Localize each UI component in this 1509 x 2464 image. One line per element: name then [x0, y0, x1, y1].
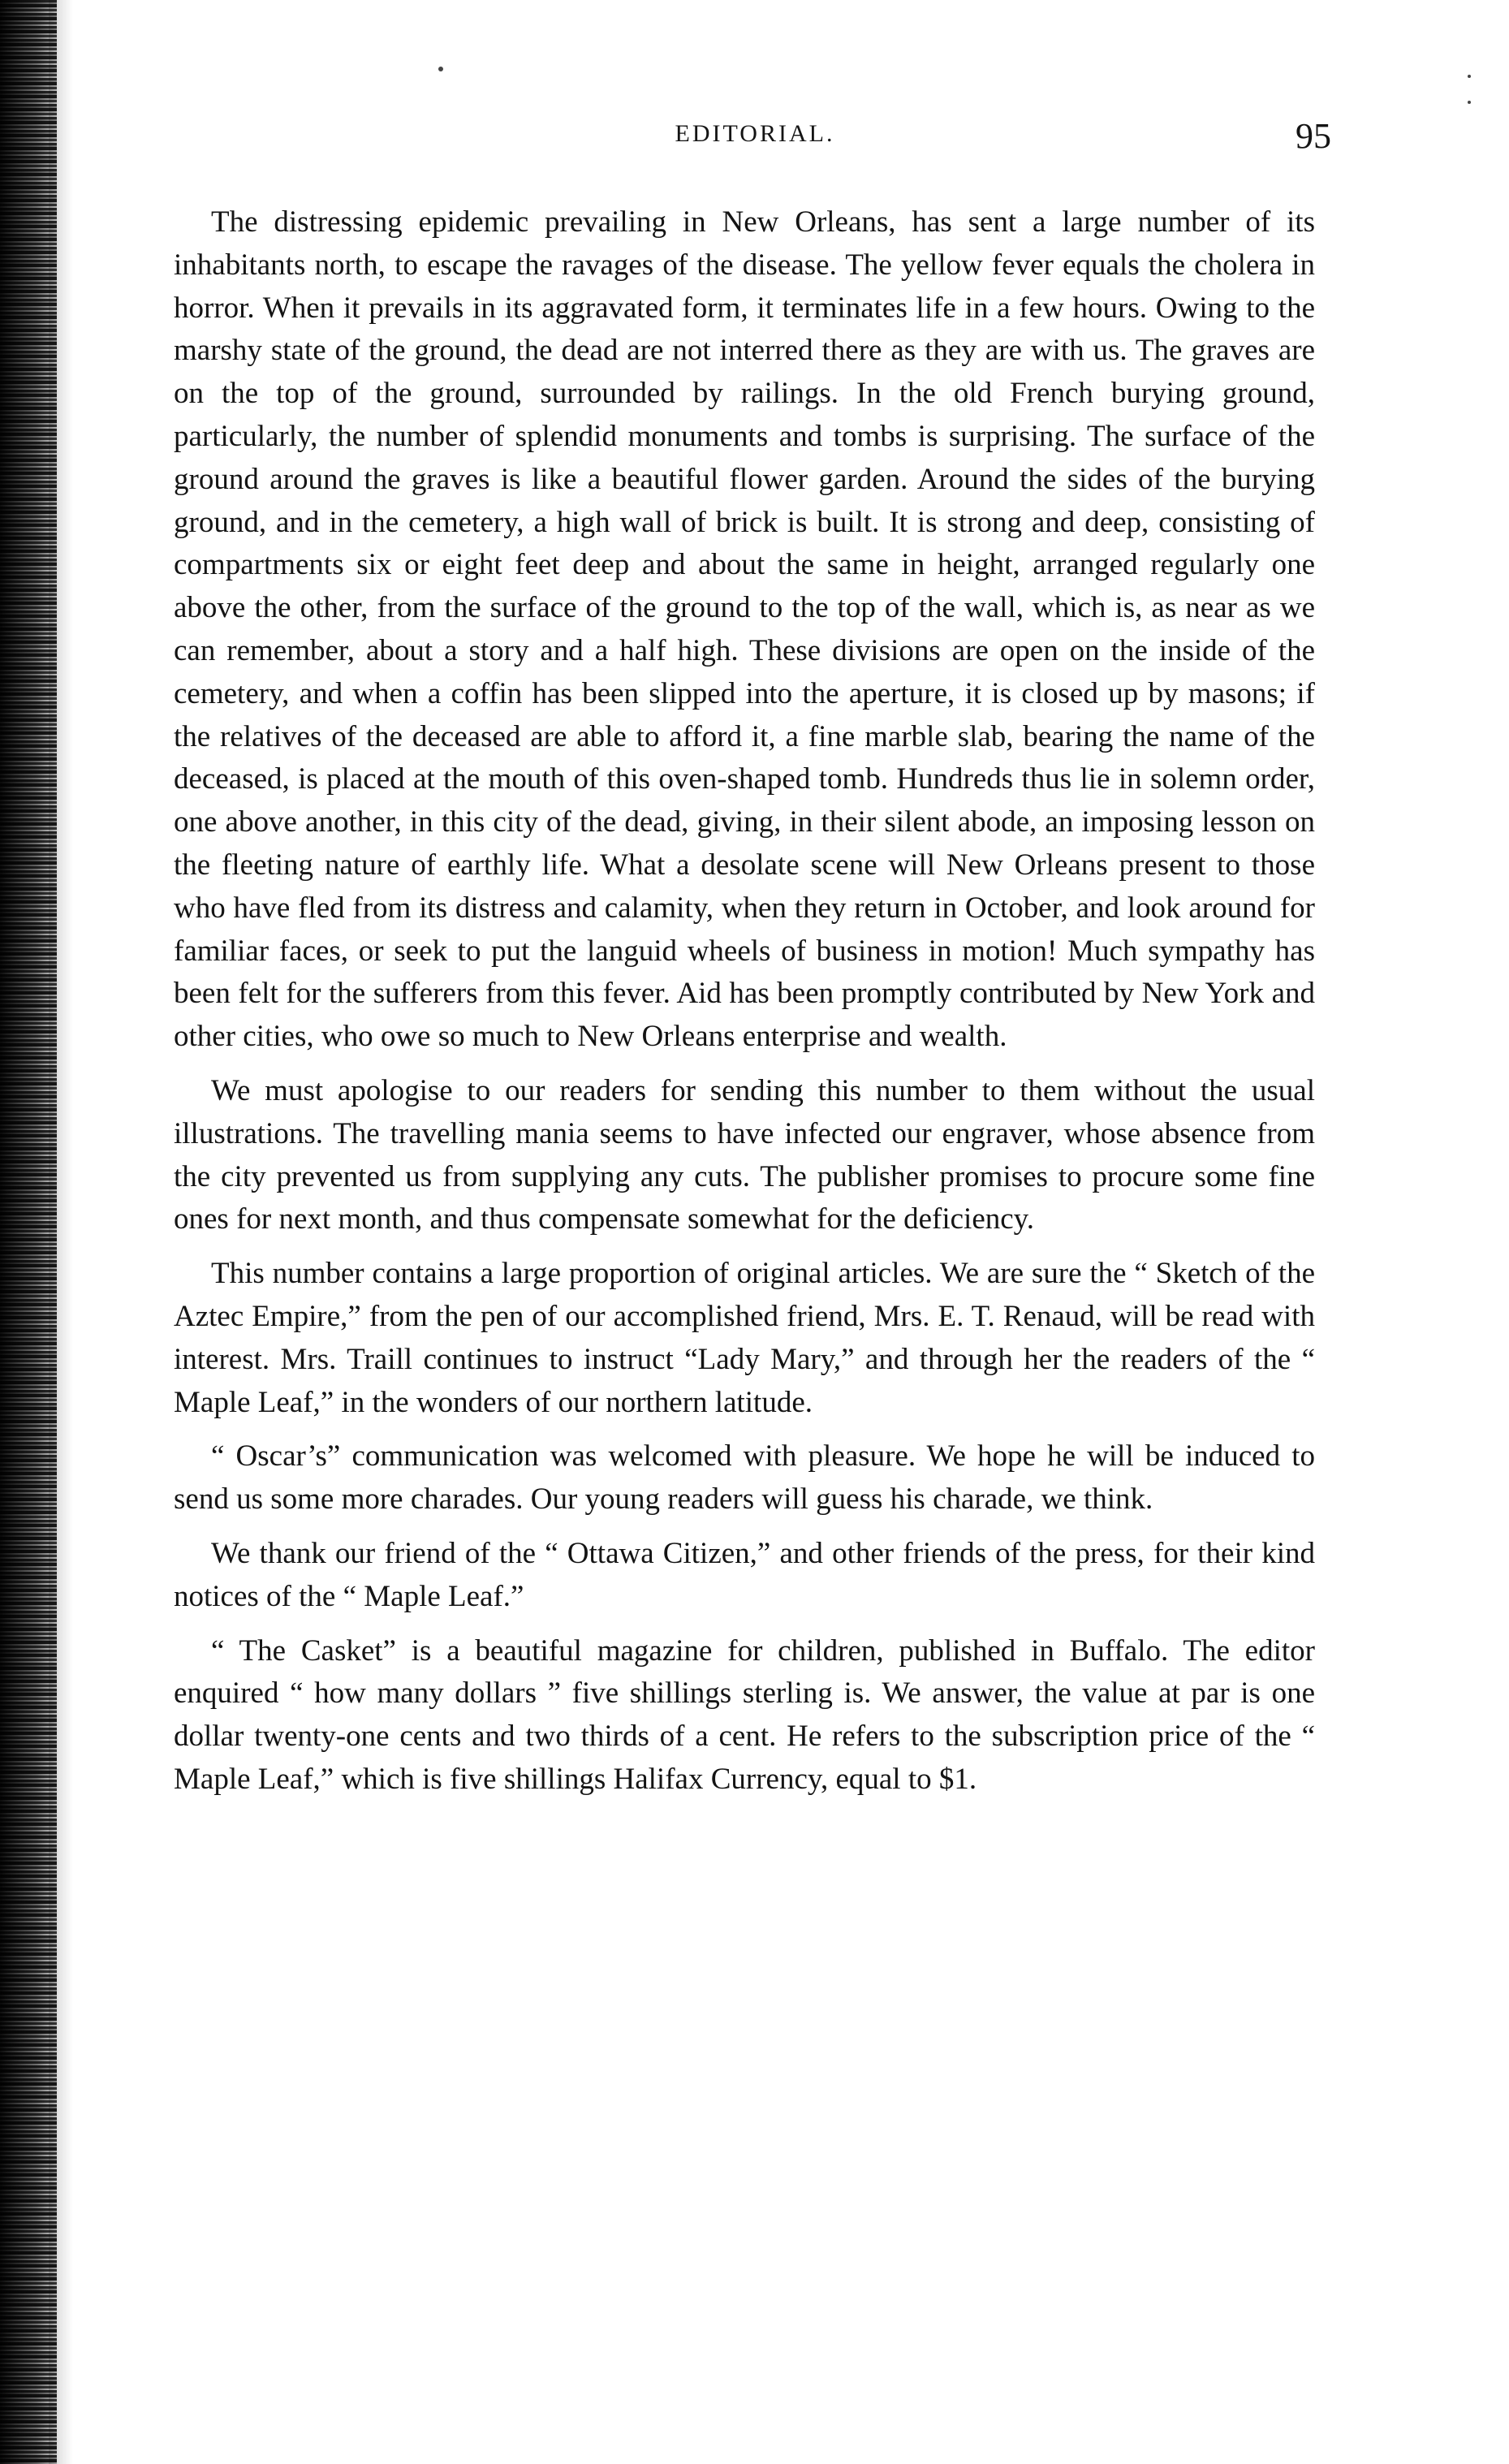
speck-mark [438, 67, 443, 71]
speck-mark [1468, 101, 1471, 104]
paragraph-oscar-communication: “ Oscar’s” communication was welcomed with pleasure. We hope he will be induced to send us some more charades. Our young readers will guess his charade, we think. [174, 1439, 1315, 1517]
page-header [179, 116, 1331, 169]
paragraph-illustrations-apology: We must apologise to our readers for sending this number to them without the usual illustrations. The travelling mania seems to have infected our engraver, whose absence from the city prevented us from supplying any cuts. The publisher promises to procure some fine ones for next month, and thus compensate somewhat for the deficiency. [174, 1073, 1315, 1236]
paragraph-original-articles: This number contains a large proportion of original articles. We are sure the “ Sketch of the Aztec Empire,” from the pen of our accomplished friend, Mrs. E. T. Renaud, will be read with interest. Mrs. Traill continues to instruct “Lady Mary,” and through her the readers of the “ Maple Leaf,” in the wonders of our northern latitude. [174, 1257, 1315, 1419]
paragraph-press-thanks: We thank our friend of the “ Ottawa Citizen,” and other friends of the press, for their kind notices of the “ Maple Leaf.” [174, 1536, 1315, 1613]
editorial-body [174, 201, 1315, 1813]
paragraph-new-orleans-epidemic: The distressing epidemic prevailing in New Orleans, has sent a large number of its inhabitants north, to escape the ravages of the disease. The yellow fever equals the cholera in horror. When it prevails in its aggravated form, it terminates life in a few hours. Owing to the marshy state of the ground, the dead are not interred there as they are with us. The graves are on the top of the ground, surrounded by railings. In the old French burying ground, particularly, the number of splendid monuments and tombs is surprising. The surface of the ground around the graves is like a beautiful flower garden. Around the sides of the burying ground, and in the cemetery, a high wall of brick is built. It is strong and deep, consisting of compartments six or eight feet deep and about the same in height, arranged regularly one above the other, from the surface of the ground to the top of the wall, which is, as near as we can remember, about a story and a half high. These divisions are open on the inside of the cemetery, and when a coffin has been slipped into the aperture, it is closed up by masons; if the relatives of the deceased are able to afford it, a fine marble slab, bearing the name of the deceased, is placed at the mouth of this oven-shaped tomb. Hundreds thus lie in solemn order, one above another, in this city of the dead, giving, in their silent abode, an imposing lesson on the fleeting nature of earthly life. What a desolate scene will New Orleans present to those who have fled from its distress and calamity, when they return in October, and look around for familiar faces, or seek to put the languid wheels of business in motion! Much sympathy has been felt for the sufferers from this fever. Aid has been promptly contributed by New York and other cities, who owe so much to New Orleans enterprise and wealth. [174, 205, 1315, 1054]
paragraph-casket-magazine: “ The Casket” is a beautiful magazine for children, published in Buffalo. The editor enquired “ how many dollars ” five shillings sterling is. We answer, the value at par is one dollar twenty-one cents and two thirds of a cent. He refers to the subscription price of the “ Maple Leaf,” which is five shillings Halifax Currency, equal to $1. [174, 1633, 1315, 1796]
binding-shadow [49, 0, 73, 2464]
page-number: 95 [1296, 116, 1331, 156]
running-title: EDITORIAL. [675, 120, 835, 147]
speck-mark [1468, 75, 1471, 78]
